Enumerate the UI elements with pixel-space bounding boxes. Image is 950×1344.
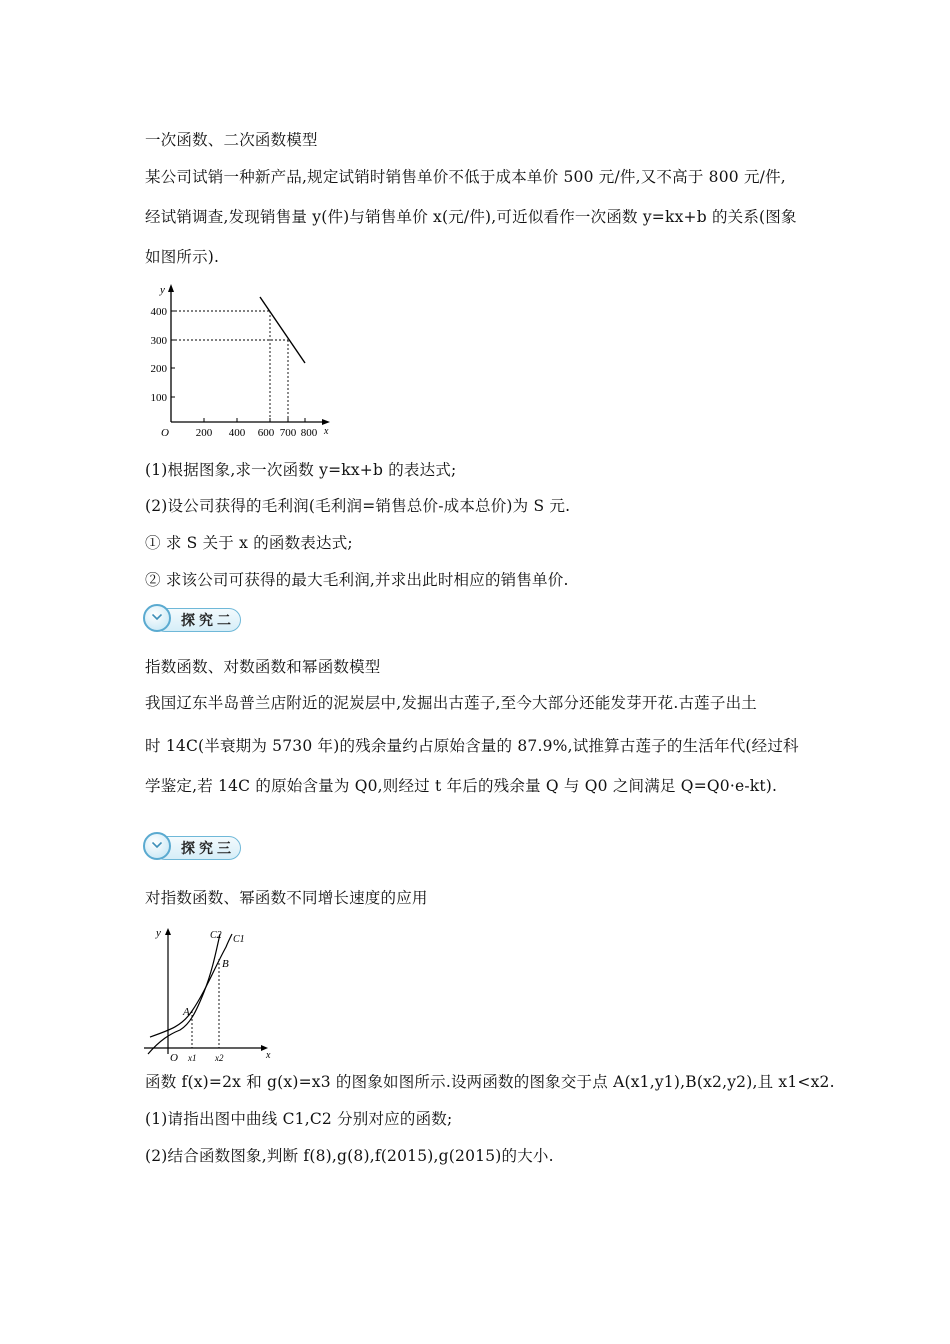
- badge-label: 探究二: [181, 613, 235, 629]
- section-3-title: 对指数函数、幂函数不同增长速度的应用: [145, 889, 428, 907]
- chevron-circle-icon: [143, 832, 171, 860]
- curve-c1-label: C1: [233, 934, 245, 945]
- y-tick-label: 300: [150, 335, 167, 347]
- curve-c2: [148, 934, 220, 1054]
- x2-tick-label: x2: [215, 1053, 224, 1063]
- curve-c1: [150, 934, 232, 1037]
- y-tick-label: 400: [150, 306, 167, 318]
- badge-label: 探究三: [181, 841, 235, 857]
- section-2-problem-line: 我国辽东半岛普兰店附近的泥炭层中,发掘出古莲子,至今大部分还能发芽开花.古莲子出土: [145, 694, 757, 712]
- origin-label: O: [161, 427, 169, 439]
- section-3-problem-line: 函数 f(x)=2x 和 g(x)=x3 的图象如图所示.设两函数的图象交于点 A(x1,y1),B(x2,y2),且 x1<x2.: [145, 1073, 835, 1091]
- y-axis-arrow: [165, 928, 171, 935]
- section-1-problem-line: 经试销调查,发现销售量 y(件)与销售单价 x(元/件),可近似看作一次函数 y=kx+b 的关系(图象: [145, 208, 797, 226]
- y-axis-label: y: [160, 284, 165, 296]
- y-tick-label: 200: [150, 363, 167, 375]
- curve-c2-label: C2: [210, 930, 222, 941]
- section-2-title: 指数函数、对数函数和幂函数模型: [145, 658, 381, 676]
- section-badge-explore-3: [143, 832, 243, 862]
- x1-tick-label: x1: [188, 1053, 197, 1063]
- question-2-part-2: ② 求该公司可获得的最大毛利润,并求出此时相应的销售单价.: [145, 571, 569, 589]
- chevron-down-icon: [152, 614, 162, 620]
- section-3-question-1: (1)请指出图中曲线 C1,C2 分别对应的函数;: [145, 1110, 453, 1128]
- x-axis-label: x: [324, 426, 329, 437]
- x-axis-arrow: [322, 419, 330, 425]
- section-1-title: 一次函数、二次函数模型: [145, 131, 318, 149]
- x-tick-label: 200: [195, 427, 213, 439]
- x-axis-label: x: [266, 1050, 271, 1061]
- point-b-label: B: [222, 958, 229, 970]
- section-1-problem-line: 某公司试销一种新产品,规定试销时销售单价不低于成本单价 500 元/件,又不高于 800 元/件,: [145, 168, 786, 186]
- section-2-problem-line: 时 14C(半衰期为 5730 年)的残余量约占原始含量的 87.9%,试推算古莲子的生活年代(经过科: [145, 737, 799, 755]
- linear-function-line: [260, 297, 305, 363]
- point-a-label: A: [183, 1006, 190, 1018]
- x-tick-label: 400: [228, 427, 246, 439]
- section-badge-explore-2: [143, 604, 243, 634]
- linear-function-figure: [140, 282, 340, 442]
- question-2-part-1: ① 求 S 关于 x 的函数表达式;: [145, 534, 353, 552]
- y-axis-arrow: [168, 284, 174, 292]
- y-axis-label: y: [156, 927, 161, 939]
- chevron-down-icon: [152, 842, 162, 848]
- section-1-problem-line: 如图所示).: [145, 248, 220, 266]
- question-2: (2)设公司获得的毛利润(毛利润=销售总价-成本总价)为 S 元.: [145, 497, 571, 515]
- origin-label: O: [170, 1052, 178, 1064]
- growth-comparison-figure: [140, 922, 280, 1064]
- chevron-circle-icon: [143, 604, 171, 632]
- section-3-question-2: (2)结合函数图象,判断 f(8),g(8),f(2015),g(2015)的大小.: [145, 1147, 554, 1165]
- x-tick-label: 600: [257, 427, 275, 439]
- y-tick-label: 100: [150, 392, 167, 404]
- section-2-problem-line: 学鉴定,若 14C 的原始含量为 Q0,则经过 t 年后的残余量 Q 与 Q0 之间满足 Q=Q0·e-kt).: [145, 777, 778, 795]
- x-tick-label: 800: [300, 427, 318, 439]
- x-tick-label: 700: [279, 427, 297, 439]
- question-1: (1)根据图象,求一次函数 y=kx+b 的表达式;: [145, 461, 457, 479]
